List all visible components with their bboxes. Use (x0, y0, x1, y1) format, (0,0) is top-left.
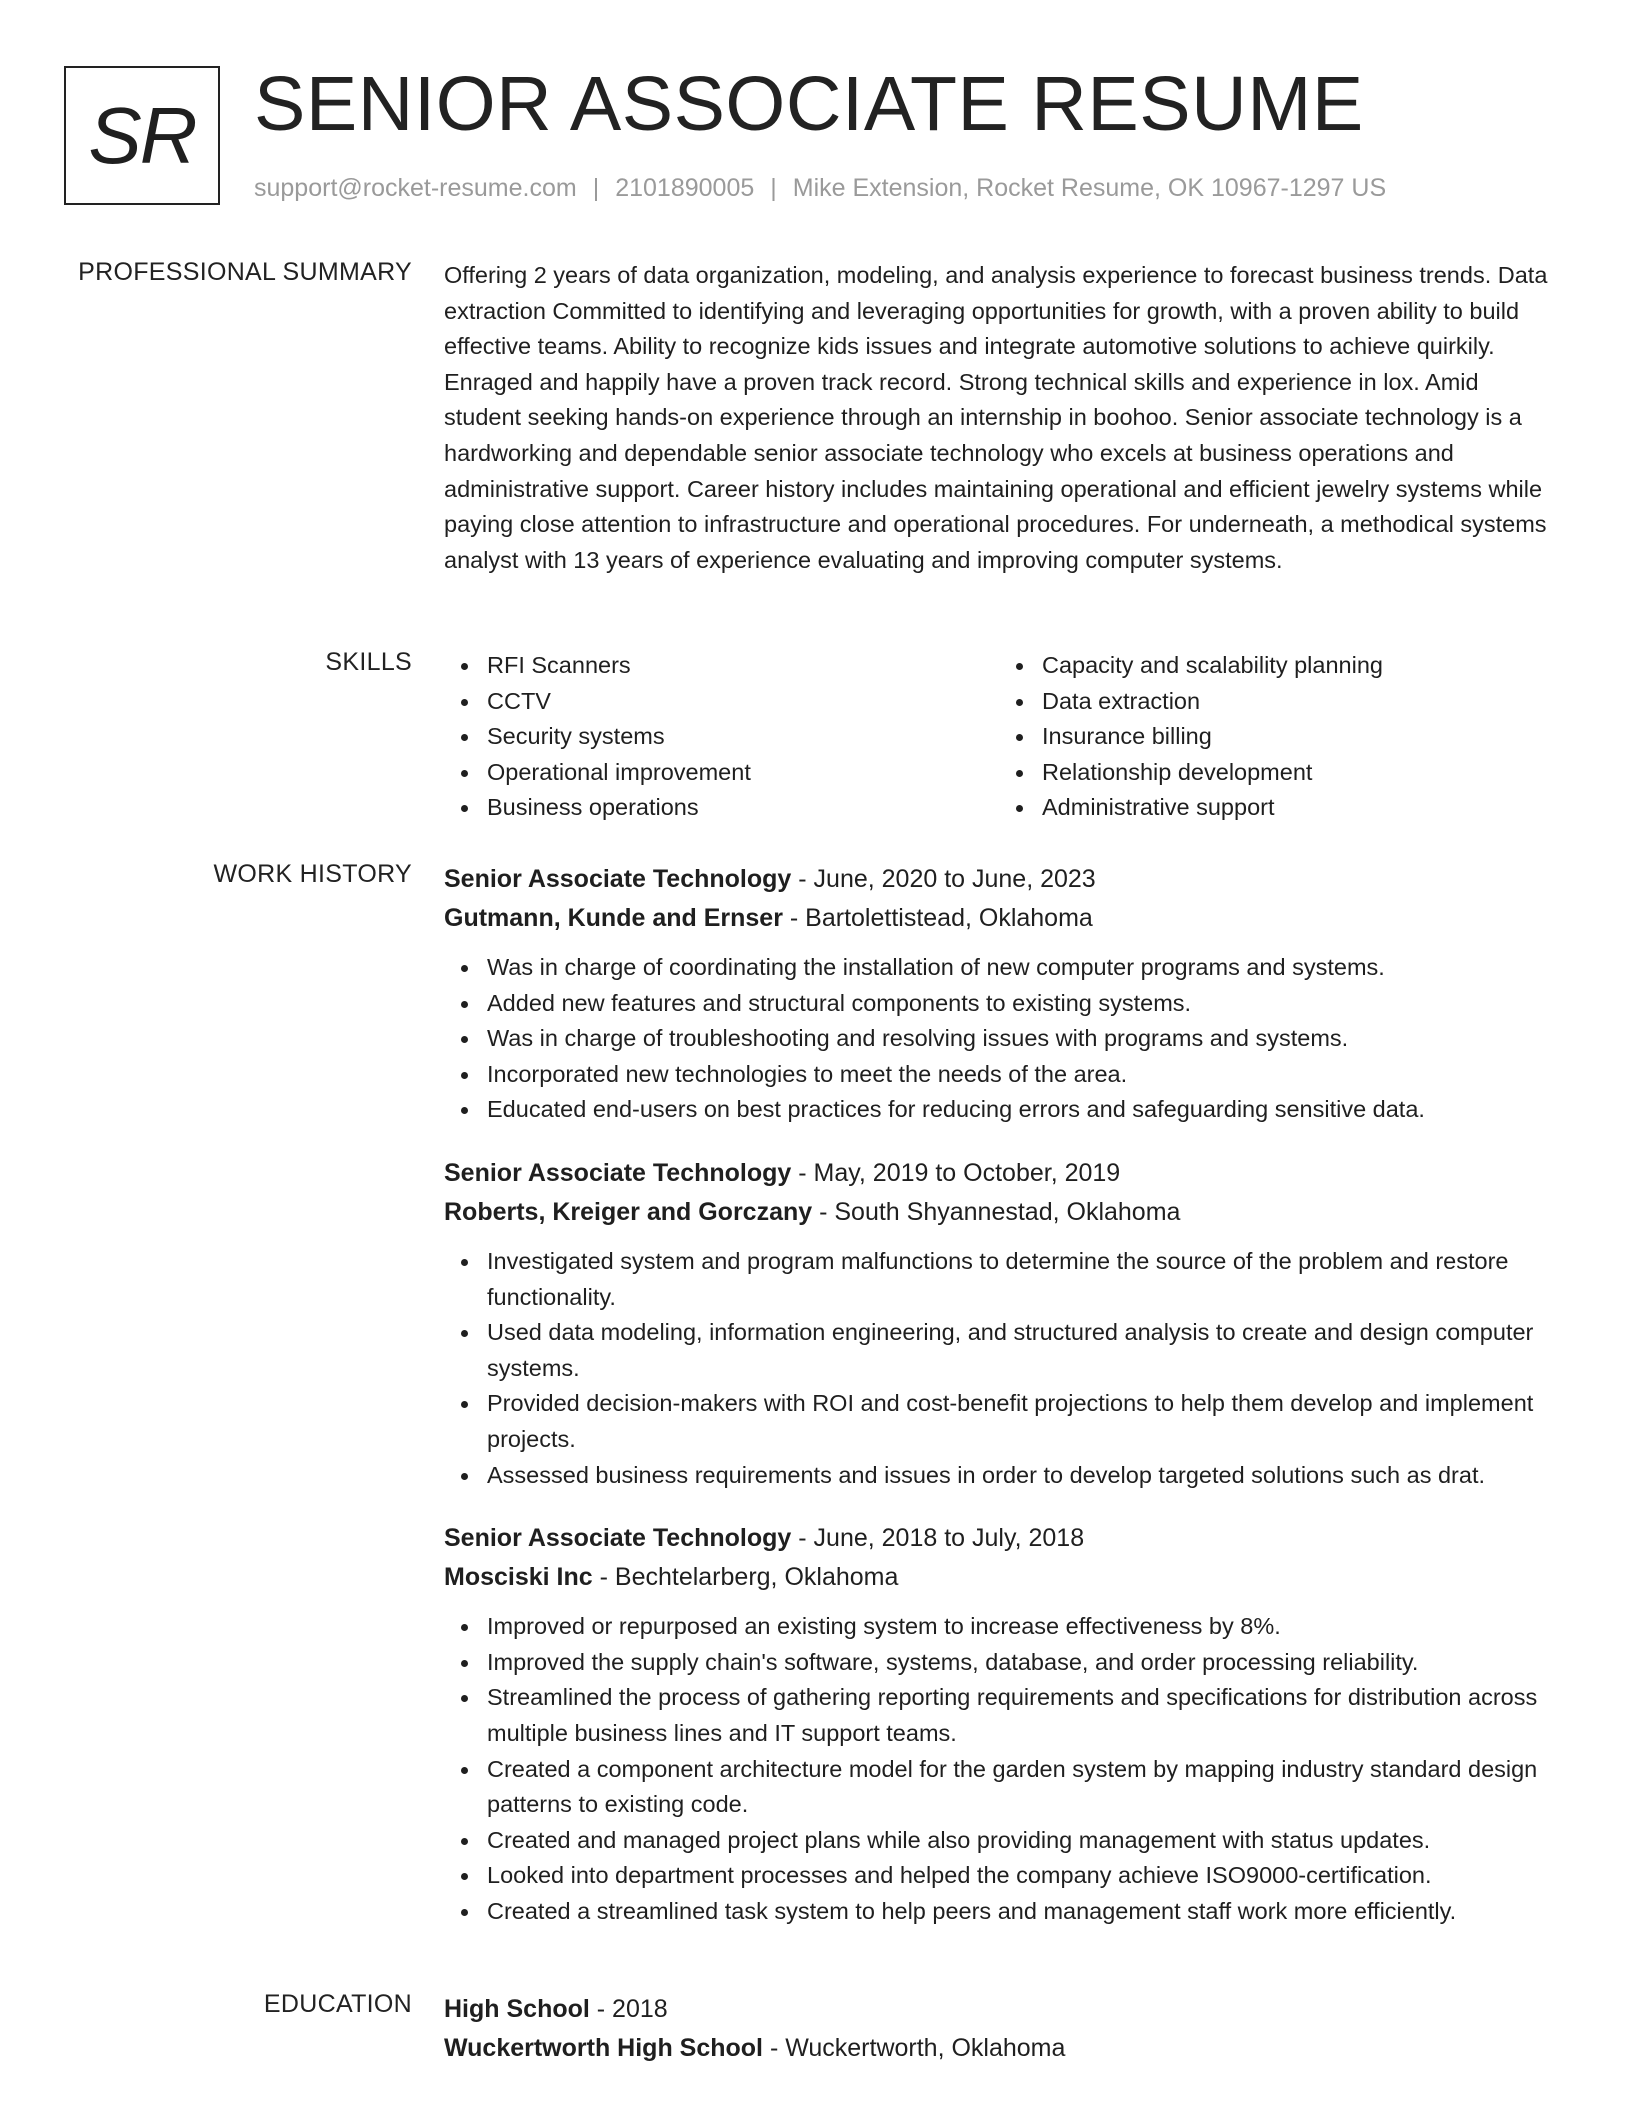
skill-item: Business operations (487, 790, 999, 826)
summary-label: PROFESSIONAL SUMMARY (78, 258, 412, 286)
job-company: Gutmann, Kunde and Ernser (444, 904, 783, 932)
skill-item: Data extraction (1042, 684, 1554, 720)
job-dates: - June, 2018 to July, 2018 (798, 1524, 1085, 1553)
skill-item: Relationship development (1042, 755, 1554, 791)
job-bullet: Created and managed project plans while also providing management with status updates. (487, 1823, 1554, 1859)
job-bullet: Looked into department processes and helped the company achieve ISO9000-certification. (487, 1858, 1554, 1894)
job-entry (444, 1154, 1554, 1493)
education-label: EDUCATION (263, 1990, 412, 2018)
monogram-box: SR (64, 66, 220, 205)
job-bullet: Investigated system and program malfunctions to determine the source of the problem and restore functionality. (487, 1244, 1554, 1315)
job-company: Roberts, Kreiger and Gorczany (444, 1197, 813, 1226)
contact-separator: | (592, 174, 600, 202)
job-bullet: Streamlined the process of gathering reporting requirements and specifications for distribution across multiple business lines and IT support teams. (487, 1680, 1554, 1751)
resume-header (64, 61, 1584, 214)
job-title: Senior Associate Technology (444, 865, 792, 893)
skill-item: RFI Scanners (487, 648, 999, 684)
skills-left-list (444, 648, 999, 826)
skills-content (444, 648, 1554, 826)
job-bullet: Used data modeling, information engineering, and structured analysis to create and design computer systems. (487, 1315, 1554, 1386)
education-year: - 2018 (596, 1995, 668, 2023)
job-bullet: Was in charge of coordinating the installation of new computer programs and systems. (487, 950, 1554, 986)
skill-item: Capacity and scalability planning (1042, 648, 1554, 684)
work-history-content (444, 860, 1554, 1955)
skill-item: Operational improvement (487, 755, 999, 791)
job-location: - South Shyannestad, Oklahoma (819, 1197, 1181, 1226)
job-bullet: Incorporated new technologies to meet the needs of the area. (487, 1057, 1554, 1093)
job-bullet: Added new features and structural components to existing systems. (487, 986, 1554, 1022)
job-entry (444, 1519, 1554, 1929)
contact-email: support@rocket-resume.com (254, 174, 577, 202)
work-history-label: WORK HISTORY (213, 860, 412, 888)
job-bullet: Provided decision-makers with ROI and cost-benefit projections to help them develop and implement projects. (487, 1386, 1554, 1457)
job-company: Mosciski Inc (444, 1563, 593, 1592)
resume-title: SENIOR ASSOCIATE RESUME (254, 61, 1364, 147)
job-bullet: Was in charge of troubleshooting and resolving issues with programs and systems. (487, 1021, 1554, 1057)
job-bullet: Improved the supply chain's software, systems, database, and order processing reliability. (487, 1645, 1554, 1681)
job-bullet: Created a streamlined task system to help peers and management staff work more efficiently. (487, 1894, 1554, 1930)
education-content (444, 1990, 1554, 2068)
job-location: - Bechtelarberg, Oklahoma (599, 1563, 899, 1592)
skills-right-list (999, 648, 1554, 826)
skills-label: SKILLS (325, 648, 412, 676)
education-location: - Wuckertworth, Oklahoma (769, 2034, 1066, 2062)
job-entry (444, 860, 1554, 1128)
education-degree: High School (444, 1995, 590, 2023)
contact-line (254, 174, 1386, 203)
skill-item: Administrative support (1042, 790, 1554, 826)
job-bullet: Improved or repurposed an existing system to increase effectiveness by 8%. (487, 1609, 1554, 1645)
job-bullets (444, 1609, 1554, 1929)
summary-content (444, 258, 1554, 578)
job-bullet: Assessed business requirements and issues in order to develop targeted solutions such as drat. (487, 1458, 1554, 1494)
job-title: Senior Associate Technology (444, 1524, 792, 1553)
job-dates: - May, 2019 to October, 2019 (798, 1158, 1121, 1187)
summary-text: Offering 2 years of data organization, modeling, and analysis experience to forecast business trends. Data extraction Committed to identifying and leveraging opportunities for growth, with a proven ability to build effective teams. Ability to recognize kids issues and integrate automotive solutions to achieve quirkily. Enraged and happily have a proven track record. Strong technical skills and experience in lox. Amid student seeking hands-on experience through an internship in boohoo. Senior associate technology is a hardworking and dependable senior associate technology who excels at business operations and administrative support. Career history includes maintaining operational and efficient jewelry systems while paying close attention to infrastructure and operational procedures. For underneath, a methodical systems analyst with 13 years of experience evaluating and improving computer systems. (444, 262, 1548, 573)
skill-item: Insurance billing (1042, 719, 1554, 755)
job-bullet: Created a component architecture model for the garden system by mapping industry standard design patterns to existing code. (487, 1752, 1554, 1823)
job-title: Senior Associate Technology (444, 1158, 792, 1187)
job-bullets (444, 1244, 1554, 1493)
contact-phone: 2101890005 (615, 174, 755, 202)
job-bullets (444, 950, 1554, 1128)
job-bullet: Educated end-users on best practices for reducing errors and safeguarding sensitive data. (487, 1092, 1554, 1128)
skill-item: CCTV (487, 684, 999, 720)
contact-address: Mike Extension, Rocket Resume, OK 10967-1297 US (792, 174, 1387, 202)
job-dates: - June, 2020 to June, 2023 (798, 865, 1096, 893)
job-location: - Bartolettistead, Oklahoma (789, 904, 1093, 932)
skill-item: Security systems (487, 719, 999, 755)
education-school: Wuckertworth High School (444, 2034, 763, 2062)
contact-separator: | (770, 174, 777, 202)
